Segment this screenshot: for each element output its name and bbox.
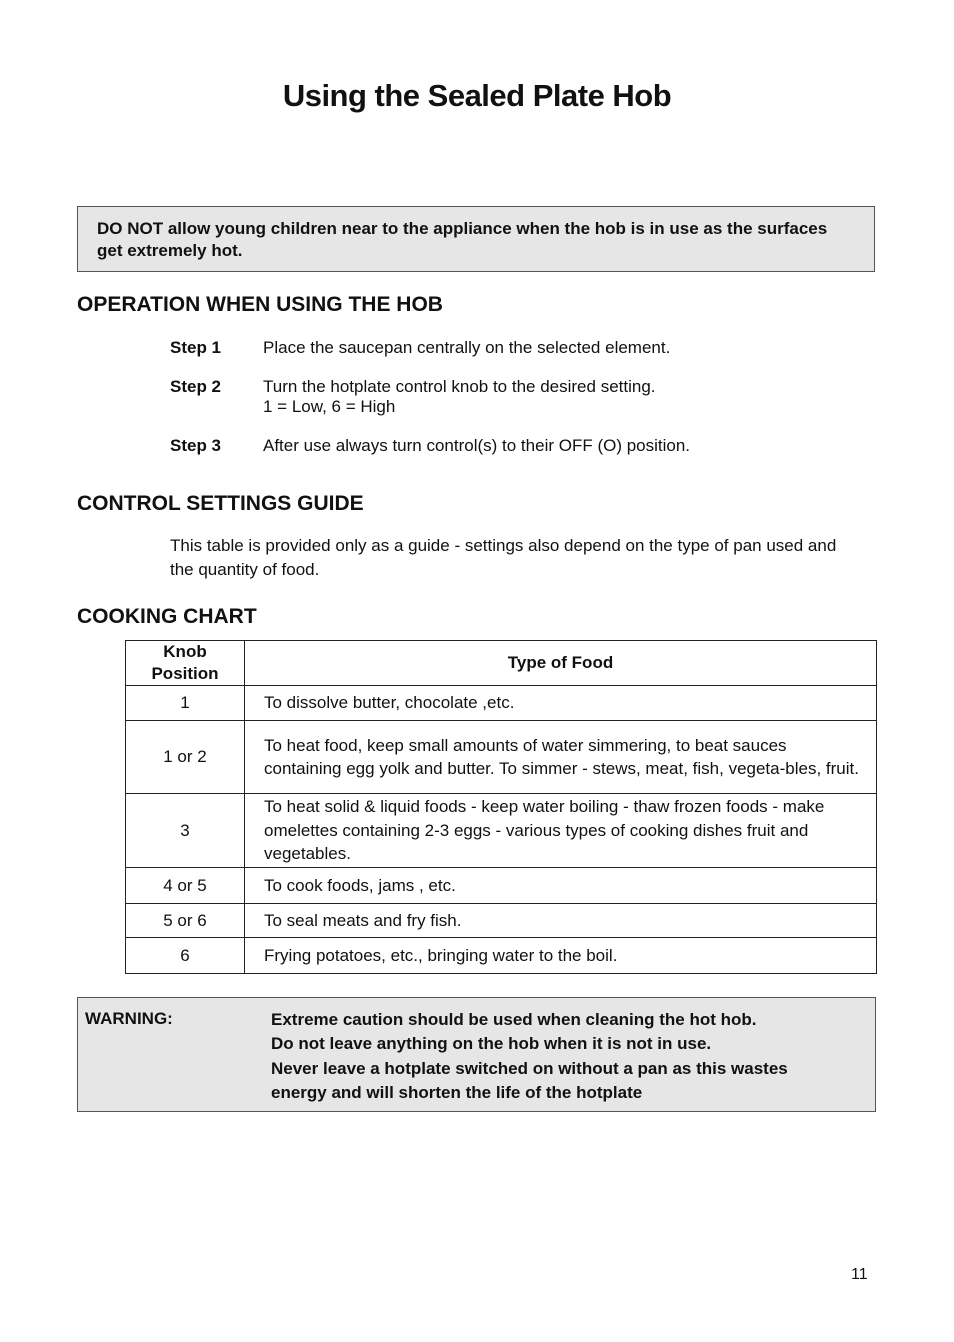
knob-cell: 6 <box>126 938 245 974</box>
header-type-of-food: Type of Food <box>245 641 877 686</box>
operation-heading: OPERATION WHEN USING THE HOB <box>77 293 443 316</box>
step-2-text-secondary: 1 = Low, 6 = High <box>263 397 396 416</box>
warning-box <box>77 997 876 1112</box>
food-cell: To heat solid & liquid foods - keep water boiling - thaw frozen foods - make omelettes containing 2-3 eggs - various types of cooking dishes fruit and vegetables. <box>245 794 877 868</box>
warning-label: WARNING: <box>85 1009 173 1028</box>
control-guide-heading: CONTROL SETTINGS GUIDE <box>77 492 364 515</box>
cooking-chart-table <box>125 640 877 974</box>
food-cell: To dissolve butter, chocolate ,etc. <box>245 686 877 721</box>
step-2-label: Step 2 <box>170 377 222 396</box>
table-row <box>126 904 877 938</box>
warning-line: energy and will shorten the life of the hotplate <box>271 1082 643 1102</box>
page-title: Using the Sealed Plate Hob <box>282 78 672 113</box>
knob-cell: 4 or 5 <box>126 868 245 904</box>
step-1-text: Place the saucepan centrally on the selected element. <box>263 338 671 357</box>
step-3-text: After use always turn control(s) to their OFF (O) position. <box>263 436 691 455</box>
table-row <box>126 938 877 974</box>
knob-cell: 5 or 6 <box>126 904 245 938</box>
control-guide-text: This table is provided only as a guide - settings also depend on the type of pan used and the quantity of food. <box>170 536 837 579</box>
table-header-row <box>126 641 877 686</box>
safety-notice: DO NOT allow young children near to the appliance when the hob is in use as the surfaces get extremely hot. <box>77 206 875 272</box>
table-row <box>126 686 877 721</box>
knob-cell: 1 or 2 <box>126 721 245 794</box>
step-1-label: Step 1 <box>170 338 222 357</box>
table-row <box>126 794 877 868</box>
table-row <box>126 721 877 794</box>
page-number: 11 <box>851 1266 868 1283</box>
table-row <box>126 868 877 904</box>
warning-line: Extreme caution should be used when cleaning the hot hob. <box>271 1010 757 1029</box>
knob-cell: 1 <box>126 686 245 721</box>
food-cell: To heat food, keep small amounts of water simmering, to beat sauces containing egg yolk and butter. To simmer - stews, meat, fish, vegeta-bles, fruit. <box>245 721 877 794</box>
knob-cell: 3 <box>126 794 245 868</box>
food-cell: Frying potatoes, etc., bringing water to the boil. <box>245 938 877 974</box>
warning-text <box>271 1008 861 1105</box>
warning-line: Do not leave anything on the hob when it is not in use. <box>271 1034 712 1054</box>
cooking-chart-heading: COOKING CHART <box>77 605 257 628</box>
food-cell: To seal meats and fry fish. <box>245 904 877 938</box>
warning-line: Never leave a hotplate switched on without a pan as this wastes <box>271 1058 788 1078</box>
step-3-label: Step 3 <box>170 436 222 455</box>
food-cell: To cook foods, jams , etc. <box>245 868 877 904</box>
step-2-text: Turn the hotplate control knob to the desired setting. <box>263 377 656 396</box>
header-knob-position: Knob Position <box>126 641 245 686</box>
